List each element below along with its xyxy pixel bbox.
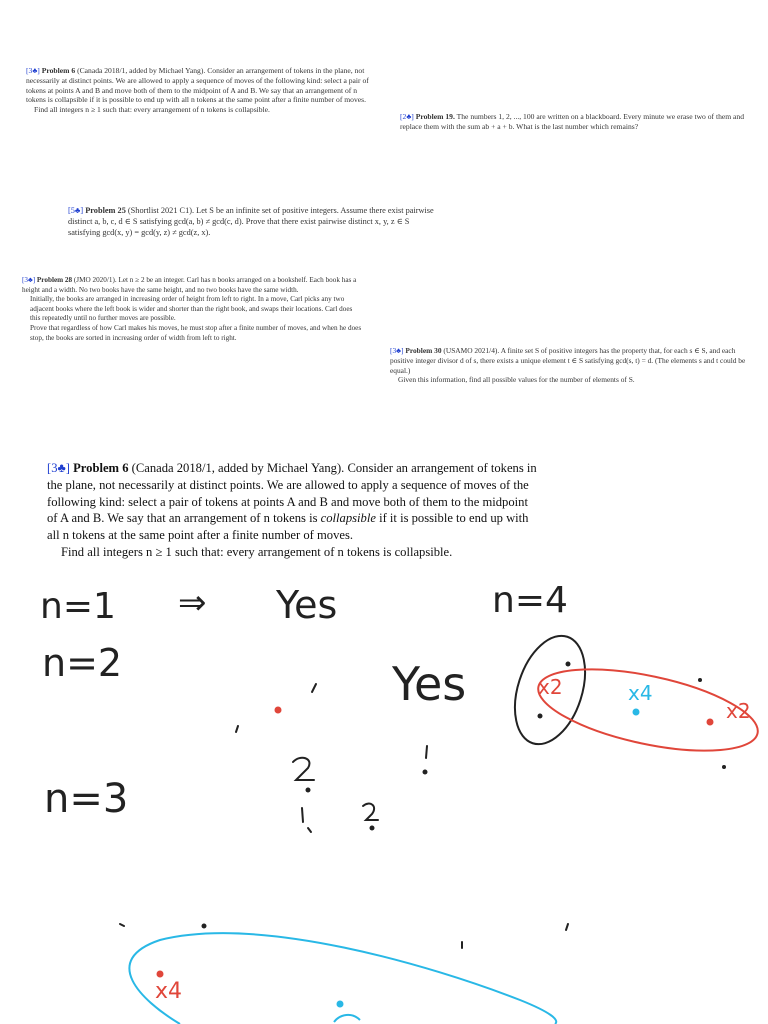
snippet-problem-19 [400,112,745,132]
red-dot-bottom [157,971,164,978]
label-x2-left: x2 [538,675,563,699]
problem-body: Let n ≥ 2 be an integer. Carl has n books arranged on a bookshelf. Each book has a height and a width. No two books have the same height, and no two books have the same width. [22,276,357,294]
problem-body: Let S be an infinite set of positive integers. Assume there exist pairwise distinct a, b, c, d ∈ S satisfying gcd(a, b) ≠ gcd(c, d). Prove that there exist pairwise distinct x, y, z ∈ S satisfying gcd(x, y) = gcd(y, z) ≠ gcd(z, x). [68,206,434,237]
collapsible-term: collapsible [320,511,376,526]
problem-source: (USAMO 2021/4). [443,346,500,355]
problem-body-1: Consider an arrangement of tokens in the plane, not necessarily at distinct points. We are allowed to apply a sequence of moves of the following kind: select a pair of tokens at points A and B and move both of them to the midpoint of A and B. We say that an arrangement of n tokens is [47,461,537,526]
difficulty-tag: [2♣] [400,112,414,121]
label-x4-mid: x4 [628,681,653,705]
problem-source: (Shortlist 2021 C1). [127,206,195,215]
red-loop [531,653,764,766]
label-yes-1: Yes [276,583,338,627]
blue-loop [129,933,556,1024]
snippet-problem-6 [26,66,374,115]
snippet-problem-25 [68,206,438,238]
problem-body: The numbers 1, 2, ..., 100 are written on a blackboard. Every minute we erase two of them and replace them with the sum ab + a + b. What is the last number which remains? [400,112,745,131]
main-problem-6 [47,460,537,561]
black-dots [202,662,727,929]
problem-source: (Canada 2018/1, added by Michael Yang). [131,461,345,475]
red-dot [275,707,282,714]
problem-title: Problem 30 [405,346,442,355]
problem-question: Find all integers n ≥ 1 such that: every arrangement of n tokens is collapsible. [34,105,270,115]
problem-question: Given this information, find all possible values for the number of elements of S. [398,375,635,385]
blue-dot-bottom [337,1001,344,1008]
difficulty-tag: [3♣] [47,461,70,475]
difficulty-tag: [3♣] [390,346,404,355]
label-n1: n=1 [40,586,116,627]
red-dot-right [707,719,714,726]
difficulty-tag: [3♣] [26,66,40,75]
difficulty-tag: [5♣] [68,206,84,215]
problem-title: Problem 6 [41,66,76,75]
label-n2: n=2 [42,641,123,685]
label-n4: n=4 [492,580,568,621]
problem-body-2: Initially, the books are arranged in increasing order of height from left to right. In a move, Carl picks any two adjacent books where the left book is wider and shorter than the right book, and swaps their locations. Carl does this repeatedly until no further moves are possible. [30,295,353,323]
problem-body: A finite set S of positive integers has the property that, for each s ∈ S, and each positive integer divisor d of s, there exists a unique element t ∈ S satisfying gcd(s, t) = d. (The elements s and t could be equal.) [390,346,746,375]
label-n3: n=3 [44,776,129,822]
handwritten-marks [120,684,568,948]
label-yes-2: Yes [392,657,467,711]
problem-title: Problem 6 [73,461,129,475]
snippet-problem-28 [22,276,362,343]
blue-dot [633,709,640,716]
problem-question: Find all integers n ≥ 1 such that: every arrangement of n tokens is collapsible. [61,544,453,559]
problem-title: Problem 28 [36,276,73,284]
label-x4-bottom: x4 [155,979,183,1004]
black-loop [502,627,597,753]
problem-body-3: Prove that regardless of how Carl makes his moves, he must stop after a finite number of moves, and when he does stop, the books are sorted in increasing order of width from left to right. [30,323,362,342]
problem-source: (Canada 2018/1, added by Michael Yang). [77,66,206,75]
problem-body: Consider an arrangement of tokens in the plane, not necessarily at distinct points. We are allowed to apply a sequence of moves of the following kind: select a pair of tokens at points A and B and move both of them to the midpoint of A and B. We say that an arrangement of n tokens is collapsible if it is possible to end up with all n tokens at the same point after a finite number of moves. [26,66,369,105]
problem-source: (JMO 2020/1). [73,276,117,284]
problem-title: Problem 19. [415,112,455,121]
difficulty-tag: [3♣] [22,276,36,284]
problem-title: Problem 25 [85,206,126,215]
snippet-problem-30 [390,346,750,385]
label-x2-right: x2 [726,699,751,723]
implies-arrow: ⇒ [178,583,207,623]
blue-mark-bottom [334,1015,360,1022]
problem-body-2: if it is possible to end up with all n tokens at the same point after a finite number of moves. [47,511,529,543]
